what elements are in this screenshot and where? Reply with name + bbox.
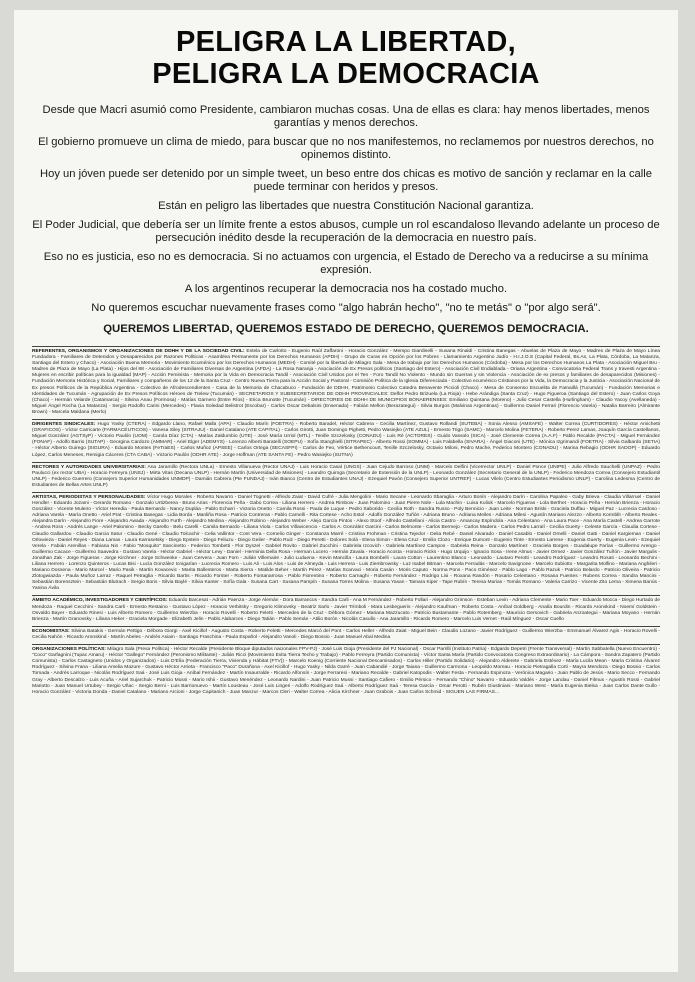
statement-paragraph: Están en peligro las libertades que nuestra Constitución Nacional garantiza. [158, 200, 534, 212]
signatory-group-universities [32, 462, 660, 489]
signatory-group-artists [32, 492, 660, 593]
headline-line-1: PELIGRA LA LIBERTAD, [175, 26, 517, 58]
signatories-list [32, 346, 660, 696]
headline [32, 26, 660, 90]
headline-line-2: PELIGRA LA DEMOCRACIA [152, 58, 540, 90]
signatory-category: ECONOMISTAS: [32, 628, 70, 634]
statement-paragraph: Eso no es justicia, eso no es democracia. Si no actuamos con urgencia, el Estado de Derecho va a reducirse a su mínima expresión. [43, 251, 649, 276]
signatory-group-ddhh [32, 346, 660, 416]
signatory-names: Eduardo Barcesat - Adrián Paenza - Jorge Alemán - Dora Barrancos - Sandra Carli - Ana M Fernández - Roberto Follari - Alejandro Grimson - Esteban Levin - Adriana Clemente - Mario Toer - Eduardo Mocca - Diego Hurtado de Mendoza - Raquel Cecchini - Sandra Carli - Ernesto Restaino - Gustavo López - Horacio Verbitsky - Gregorio Klimovsky - Beatriz Sarlo - Javier Trímboli - Mara Lesbegueris - Alejandro Kaufman - Roberto Costa - Aníbal Goldberg - Analía Bourdin - Ricardo Aronskind - Noemí Goldstein - Osvaldo Bayer - Eduardo Rinesi - Luis Alberto Romero - Guillermo Wierzba - Horacio Rovelli - Roberto Feletti - Mercedes de la Cruz - Débora Gómez - Mariana Mazzucato - Patricio Bustamante - Pablo Rotemberg - Mauricio Gersovich - Gabriela Anzoategui - Mariana Moyano - Hernán Brienza - Martín Granovsky - Liliana Heker - Graciela Morgade - Elizabeth Jelin - Pablo Alabarces - Diego Tatián - Pablo Semán - Atilio Borón - Nicolás Casullo - Ana Jaramillo - Ricardo Romero - Marcelo Luis Vernet - Raúl Mínguez - Oscar Cuello [32, 598, 660, 622]
statement-paragraph: El Poder Judicial, que debería ser un límite frente a estos abusos, cumple un rol escandaloso llevando adelante un proceso de persecución inédito desde la recuperación de la democracia en nuestro país. [32, 219, 660, 244]
statement-paragraph: Hoy un jóven puede ser detenido por un simple tweet, un beso entre dos chicas es motivo de sanción y reclamar en la calle puede terminar con heridos y presos. [40, 168, 652, 193]
newspaper-page [14, 10, 678, 972]
statement [32, 104, 660, 336]
signatory-names: Ana Jaramillo (Rectora UNLa) - Ernesto Villanueva (Rector UNAJ) - Luis Horacio Casal (UNGS) - Juan Cejudo Barroso (UNM) - Marcelo Delfini (Vicerrector UNLP) - Daniel Ponce (UNIPE) - Julio Alfredo Sauchelli (UNPAZ) - Pedro Paulucci (ex rector UBA) - Horacio Ferreyra (UNSJ) - Mirta Vitas (Decana UNLP) - Hernán Martín (Universidad de Misiones) - Leandro Quiroga (Secretario de Extensión de la UNLP) - Leonardo González (Secretario General de la UNLP) - Federico Mendoza Correa (Consejero Estudiantil UNLP) - Federico Guerrero (Consejero Superior Humanidades UNMDP) - Damián Cabrera (Pte FUNDAJ) - Iván Bianco (Centro de Estudiantes UNAJ) - Ezequiel Pavón (Consejero Superior UNTREF) - Lucas Vilelo (Centro Estudiantes Periodismo UNLP) - Carolina Ledesma (Centro de Estudiantes de Bellas Artes UNLP) [32, 464, 660, 488]
statement-paragraph: El gobierno promueve un clima de miedo, para buscar que no nos manifestemos, no reclamemos por nuestros derechos, no opinemos distinto. [38, 136, 654, 161]
signatory-names: Víctor Hugo Morales - Roberto Navarro - Daniel Tognetti - Alfredo Zaiat - David Cufré - Julia Mengolini - Mario Secane - Leonardo Sbaraglia - Arturo Bonín - Alejandro Darín - Carolina Papaleo - Gaby Brieva - Claudia Villarruel - Daniel Hendler - Eduardo Jozami - Gerardo Romano - Gonzalo Urtizberea - Bruno Arias - Florencia Peña - Gabo Correa - Liliana Herrero - Andrea Rimbow - Juan Palomino - Juan Pierre Nole - Lula Machin - Luisa Kuliok - Marcelo Figueras - Lola Berthet - Horacio Peña - Hernán Brienza - Horacio González - Vicente Muleiro - Víctor Heredia - Paula Bernardo - Nancy Dupláa - Pablo Echarri - Victoria Onetto - Camila Rossi - Paula de Luque - Pedro Saborido - Cecilia Roth - Sandra Russo - Poly Bennicio - Juan Leite - Norman Briski - Graciela Duffau - Miguel Paz - Lucrecia Cardoso - Adriana Varela - María Onetto - Ariel Prat - Cristina Banegas - Lidia Borda - Manliña Rosa - Patricio Contreras - Pablo Carnelli - Rita Cortese - Acho Estol - Adolfo González Tuñón - Adriana Bruno - Adriana Meiles - Adriana Milesi - Agustín Mariano Alezzo - Alberto Kormblit - Alberto Reales - Alejandra Darín - Alejandro Fiore - Alejandro Awada - Alejandro Furth - Alejandro Medina - Alejandro Robino - Alejandro Weber - Alejo García Pintos - Alexo Stoof - Alfredo Castellani - Alicia Castro - Amancay Espíndola - Ana Celentano - Ana Laura Pace - Ana María Castell - Andrea Garrote - Andrea Ross - Andrés Lange - Ariel Palomino - Becky Garello - Belu Carelli - Camila Bernardo - Liliana Viola - Carlos Villavicencio - Carlos A. González Garcini - Carlos Belmonte - Carlos Bermejo - Carlos Madera - Carlos Pedro Larralí - Cecilia Guerty - Celeste García - Claudia Cortese - Claudio Gallardou - Claudio Garcia Satur - Claudio Gené - Claudio Tolcachir - Celia Vallintor - Cont Vera - Cornelio Ginger - Constanza Marré - Cristina Frohman - Cristina Tejedor - Delia Rebé - Daniel Alvarado - Daniel Casablo - Daniel Omelli - Daniel Gatti - Daniel Kargieman - Daniel Orlowieza - Daniel Reyes - Diana Lamas - Laura Karrasetsky - Diego Epstein - Diego Feliuzu - Diego Geiler - Pablo Ruiz - Diego Peretti - Dolores Solá - Elena Simon - Elena Cruz - Emilio Clozo - Enrique Dumont - Eugenio Tinte - Ernesto Larrese - Eugenia Guerty - Eugenia Levin - Ezequiel Verela - Fabián Arenillas - Fabiana Nin - Fabio "Mosquito" Sancinetto - Federico Tombetti - Flor Dyszel - Gabriel Rovito - Gabriel Zucchini - Gabriela Izcovich - Gabriela Martínez Campos - Gabriela Reina - Gonzalo Martínez - Graciela Borges - Guadalupe Farías - Guillermo Arengo - Guillermo Cacace - Guillermo Saavedra - Gustavo Varela - Héctor Gabriel - Héctor Levy - Daniel - Herminia Della Rosa - Herman Lucero - Hernán Zavala - Horacio Acosta - Horacio Ricks - Hugo Urquijo - Ignacio Sosa - Irene Almus - Javier Ormez - Javier González Tuñón - Javier Margulis - Jonathan Zak - Jorge Figueras - Jorge Kirchner - Jorge Schwenke - Juan Cervera - Juan Forn - Julián Villemaire - Julio Luduena - Kevin Mancilla - Laura Bombelli - Laura Cotton - Laurentino Blanco - Leonardo - Lautaro Perotti - Leandro Rodríguez - Leandro Rosati - Leonardo Bechini - Liliana Herrero - Lorenzo Quinteros - Lucas Bisi - Lucía González Icnigarían - Lucrecia Romero - Luis Ali - Luis Alos - Luis de Almeyda - Luis Herrera - Luis Ziembrowsky - Luz Isabel Bitman - Marcela Ferradás - Marcelo Savignone - Marcelo Subiotto - Margarita Molfino - Mariana Anghileri - Mariano Dossena - Mario Marcel - Mario Pasik - Martín Kovacevic - Marita Ballesteros - Marta Sierra - Matilde Beher - Martín Pérez - Matías Scarvaci - Moria Casán - Moris Caputo - Norma Pons - Paco Giménez - Pablo Lago - Pablo Razuk - Patricio Belardo - Patricio Oliveira - Patricio Zlotogwiazda - Paula Muñoz Larraz - Raquel Petraglia - Ricardo Bartis - Ricardo Forster - Roberto Fontanarrosa - Pablo Fiorentino - Roberto Carnaghi - Roberto Fernández - Rodrigo Lisi - Roxana Randón - Rosario Celentano - Rosana Fuentes - Rubens Correa - Sandra Mancini - Sebastián Borensztein - Sebastián Blutrach - Sergio Boris - Silvia Baylé - Silvia Kanter - Sofía Gala - Susana Cart - Susana Pampín - Susana Torres Molina - Susana Yasan - Tamara Kiper - Tape Rubín - Teresa Murias - Tomás Romano - Valeria Carrizo - Vicente Zito Lema - Ximena Banús - Yanina Ávila [32, 494, 661, 592]
signatory-category: REFERENTES, ORGANISMOS Y ORGANIZACIONES DE DDHH Y DE LA SOCIEDAD CIVIL: [32, 349, 245, 354]
statement-paragraph: No queremos escuchar nuevamente frases como "algo habrán hecho", "no te metás" o "por algo será". [91, 302, 601, 314]
signatory-group-academics [32, 595, 660, 622]
statement-paragraph: Desde que Macri asumió como Presidente, cambiaron muchas cosas. Una de ellas es clara: hay menos libertades, menos garantías y menos derechos. [42, 104, 650, 129]
signatory-category: ARTISTAS, PERIODISTAS Y PERSONALIDADES: [32, 494, 146, 500]
signatory-names: Silvina Batakis - Germán Pettigo - Débora Giorgi - Axel Kicillof - Augusto Costa - Roberto Feletti - Mercedes Marcó del Pont - Carlos Heller - Alfredo Zaiat - Miguel Bein - Claudio Lozano - Javier Rodríguez - Guillermo Wierzba - Emmanuel Álvarez Agis - Horacio Rovelli - Cecilia Nahón - Ricardo Aronskind - Martín Abeles - Andrés Asiain - Santiago Fraschina - Paula Español - Alejandro Vanoli - Diego Bossio - Juan Manuel Abal Medina [32, 628, 660, 640]
signatory-names: Hugo Yasky (CTERA) - Edgardo Llano, Rafael Malla (APA) - Claudio Marín (FOETRA) - Roberto Baradel, Héctor Cabrera - Cecilia Martínez, Gustavo Rollandi (SUTEBA) - Sonia Alesso (AMSAFE) - Walter Correa (CURTIDORES) - Héctor Amichetti (GRAFICOS) - Víctor Carricarte (FARMACÉUTICOS) - Vanesa Siley (SITRAJU) - Daniel Catalano (ATE CAPITAL) - Carlos Girotti, Juan Domingo Pighetti, Pedro Wasiejko (ATE AZUL) - Ernesto Trigo (SAMC) - Marcelo Molina (FETERA) - Roberto Perez Lamas, Joaquín García Castellanos, Miguel González (AGTSyP) - Victorio Paulón (UOM) - Carola Díaz (CTA) - Matías Zaldumbio (UTE) - José María Urriol (MTL) - Tenille Szczelosky (CONADU) - Luis Ré (ACTORES) - Guido Vassolo (SICA) - José Clemente Correa (A.A.F) - Pablo Recalde (PACTA) - Miguel Fernández (FONAF) - Adolfo Barrio (SUTAP) - Georgina Cardozo (AMMAR) - Ariel Elger (ADEMYS) - Lorenzo Alberti Baratelli (SOEPU) - Sofía Stanghielli (SITRAPEC) - Alberto Rossi (SOMMA) - Luis Falabella (SIVARA) - Ángel Giaconi (UTE) - Mónica Izgrimandi (FOETRA) - Silvia Galbardo (SETIA) - Héctor Alberto Guirego (SIGURA) - Eduardo Montes (FeTraES) - Carlos Muñoz (APSEE) - Carlos Ortega (SECASFPI) - Carlos de Feo, Vértice Bethencourt, Tenille Szczelosky, Octavio Miloni, Pedro Mache, Federico Montero (CONADU) - Marina Rebagio (ODHR SADOP) - Eduardo López, Carlos Meneses, Remigia Cáceres (CTA CABA) - Victorio Paulón (ODHR ATE) - Jorge Hoffman (ATE SANTA FE) - Pedro Wasiejko (SUTNA) [32, 422, 660, 458]
signatory-category: RECTORES Y AUTORIDADES UNIVERSITARIAS: [32, 464, 146, 470]
statement-paragraph: A los argentinos recuperar la democracia nos ha costado mucho. [184, 283, 508, 295]
signatory-group-economists [32, 626, 660, 641]
signatory-category: ORGANIZACIONES POLÍTICAS: [32, 647, 106, 653]
signatory-group-political [32, 644, 660, 696]
statement-motto: QUEREMOS LIBERTAD, QUEREMOS ESTADO DE DERECHO, QUEREMOS DEMOCRACIA. [103, 323, 589, 335]
signatory-category: ÁMBITO ACADÉMICO, INVESTIGADORES Y CIENTÍFICOS: [32, 598, 168, 604]
signatory-category: DIRIGENTES SINDICALES: [32, 422, 96, 428]
signatory-names: Milagro Sala (Presa Política) - Héctor Recalde (Presidente Bloque diputados nacionales FPV-PJ) - José Luis Gioja (Presidente del PJ Nacional) - Oscar Parrilli (Instituto Patria) - Edgardo Depetri (Frente Transversal) - Martín Sabbatella (Nuevo Encuentro) - "Coco" Garfagnini (Tupac Amaru) - Héctor "Gallego" Fernández (Peronismo Militante) - Julián Ricci (Movimiento Evita Tierra Techo y Trabajo) - Pablo Ferreyra (Partido Comunista) - Víctor Santa María (Partido Convocatoria Congreso Extraordinario) - La Cámpora - Sandra Zapatero (Partido Comunista) - Carlos Castagneto (Unidos y Organizados) - Luis D'Elía (Federación Tierra, Vivienda y Hábitat (FTV)) - Marcelo Koenig (Corriente Nacional Descamisados) - Carlos Hiller (Partido Solidario) - Alejandro Alderete - Gabriela Estévez - María Lucila Mean - María Cristina Álvarez Rodríguez - Silvina Frana - Liliana Amelia Mazure - Gustavo Héctor Arrieta - Francisco "Paco" Durañona - Axel Kicillof - Hugo Yasky - Nilda Garré - Juan Cabandié - Jorge Taiana - Guillermo Carmona - Leopoldo Moreau - Horacio Pietragalla Corti - Mayra Mendoza - Diego Bossio - Carlos Tomada - Andrés Larroque - Nicolás Rodríguez Saá - José Luis Gioja - Aníbal Fernández - Martín Insaurralde - Ricardo Alfonsín - Jorge Ferraresi - Mariano Recalde - Gabriel Katopodis - Walter Festa - Fernando Espinoza - Verónica Magario - Juan Pablo de Jesús - Mario Secco - Fernando Gray - Alberto Descalzo - Luis Acuña - Ariel Sujarchuk - Patricio Mussi - Mario Ishii - Gustavo Menéndez - Leonardo Nardini - Juan Patricio Mussi - Santiago Cafiero - Emilio Pérsico - Fernando "Chino" Navarro - Eduardo Valdés - Jorge Landau - Daniel Filmus - Agustín Rossi - Gabriel Mariotto - Juan Manuel Urtubey - Sergio Uñac - Sergio Berni - Luis Barrionuevo - Martín Lousteau - José Luis Lingeri - Adolfo Rodríguez Saá - Alberto Rodríguez Saá - Teresa García - Omar Perotti - Rubén Giustiniani - Mariano West - María Eugenia Bielsa - Juan Carlos Dante Gullo - Horacio González - Victoria Donda - Daniel Catalano - Mariano Arcioni - Jorge Capitanich - Juan Manzur - Marcos Cleri - Walter Correa - Alicia Kirchner - Juan Grabois - Juan Carlos Schmid - SIGUEN LAS FIRMAS... [32, 647, 661, 695]
signatory-group-unions [32, 419, 660, 459]
signatory-names: Estela de Carlotto - Eugenio Raúl Zaffaroni - Horacio González - Mempo Giardinelli - Susana Rinaldi - Cristina Banegas - Abuelas de Plaza de Mayo - Madres de Plaza de Mayo Línea Fundadora - Familiares de Detenidos y Desaparecidos por Razones Políticas - Asamblea Permanente por los Derechos Humanos (APDH) - Grupo de Curas en Opción por los Pobres - Llamamiento Argentino Judío - H.I.J.O.S (Capital Federal, Bs.As, La Plata, Córdoba, La Matanza, Santiago del Estero y Chaco) - Asociación Buena Memoria - Movimiento Ecuménico por los Derechos Humanos (MEDH) - Comité por la libertad de Milagro Sala - Mesa de trabajo por los Derechos Humanos (Córdoba) - Mesa por los Derechos Humanos La Plata - Asociación Miguel Bru - Madres de Plaza de Mayo (La Plata) - Hijos del 88 - Asociación de Familiares Diversas de Argentina (AFDA) - La Rosa Naranja - Asociación de Ex Presos políticos (Santiago del Estero) - Asociación Civil Endiablada - Oriana Argentina - Convocatoria Federal Trans y travesti Argentina - Mujeres en escribir políticas para la igualdad (MAP) - Acción Feminista - Memoria por la Vida en Democracia Tandil - Asociación Civil Unidos por el Ten - Foro Tandil No Violento - Mundo sin Guerras y sin Violencia - Asociación de ex presos y familiares de desaparecidos (Misiones) - Fundación Memoria Histórica y Social, Familiares y compañeros de los 12 de la Santa Cruz - Centro Nueva Tierra para la Acción Social y Pastoral - Comisión Política de la Iglesia Diferenciada - Colectivo ecuménico Cristianos por la Vida, la Democracia y la Justicia - Asociación Nacional de Ex presos Políticos de la República Argentina - Colectivo de Afrodescendientes - Casa de la Memoria de Chacabuco - Fundación de DDHH, Patrimonio Colectivo Catedra Benavente Piccioli (Chaco) - Mesa de Consenso Escuelita de Famaillá (Tucumán) - Fundación Memorias e Identidades de Tucumán - Agrupación de Ex Presos Políticos Héroes de Trelew (Tucumán) - SECRETARIOS Y SUBSECRETARIOS DE DDHH PROVINCIALES: Delfor Pedro Brizuela (La Rioja) - Hebe Arándiga (Santa Cruz) - Hugo Figueroa (Santiago del Estero) - Juan Carlos Goya (Chaco) - Hermán Velarde (Catamarca) - Silvina Anau (Formosa) - Matías Garnero (Entre Ríos) - Erica Brunotte (Tucumán) - DIRECTORES DE DDHH DE MUNICIPIOS BONAERENSES: Emiliano Quintana (Moreno) - Julio Cesar Castella (Hurlingham) - Claudio Yacoy (Avellaneda) - Miguel Ángel Rocha (La Matanza) - Sergio Rodolfo Carini (Mercedes) - Flavia Soledad Belistrot (Escobar) - Carlos Oscar Debalsini (Ensenada) - Fabián Mellon (Berazategui) - Silvia Burgos (Malvinas Argentinas) - Guillermo Daniel Ferrari (Florencio Varela) - Natalia Barreiro (Almirante Brown) - Marcela Maldana (Merlo) [32, 349, 661, 415]
